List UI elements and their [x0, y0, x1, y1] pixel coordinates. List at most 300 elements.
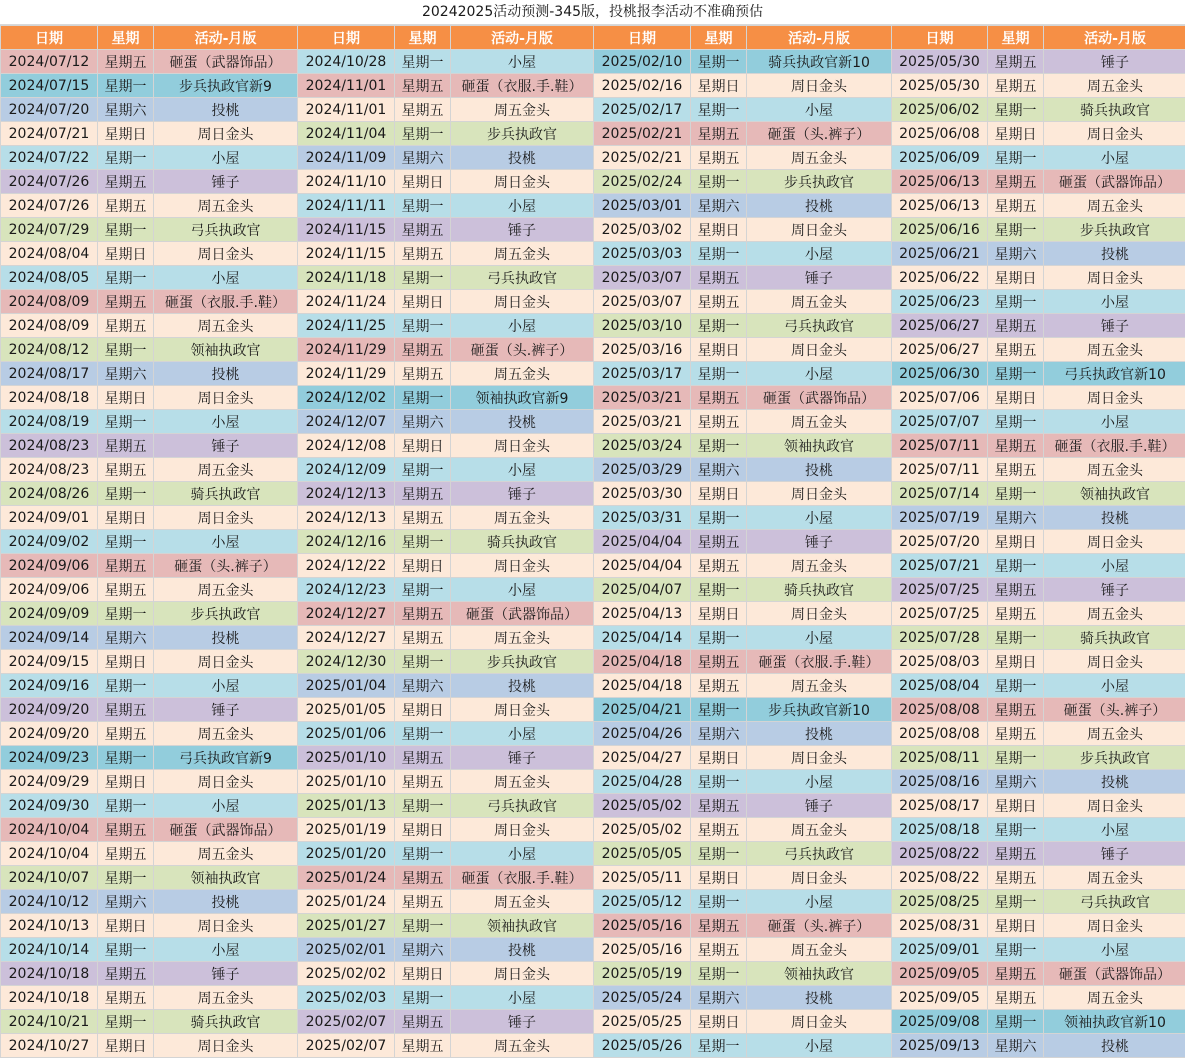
table-row: [1, 194, 1185, 218]
weekday-cell: 星期一: [691, 962, 747, 986]
activity-cell: 周日金头: [1044, 794, 1185, 818]
date-cell: 2025/04/26: [594, 722, 691, 746]
activity-cell: 周五金头: [154, 986, 298, 1010]
date-cell: 2024/08/23: [1, 434, 98, 458]
table-row: [1, 506, 1185, 530]
date-cell: 2025/03/21: [594, 410, 691, 434]
activity-cell: 小屋: [451, 842, 594, 866]
weekday-cell: 星期一: [988, 362, 1044, 386]
table-row: [1, 746, 1185, 770]
weekday-cell: 星期五: [395, 746, 451, 770]
table-row: [1, 410, 1185, 434]
date-cell: 2025/08/08: [892, 698, 988, 722]
activity-cell: 小屋: [451, 194, 594, 218]
column-header: 星期: [691, 26, 747, 50]
date-cell: 2024/12/22: [298, 554, 395, 578]
weekday-cell: 星期一: [988, 218, 1044, 242]
date-cell: 2025/02/10: [594, 50, 691, 74]
activity-cell: 小屋: [1044, 410, 1185, 434]
date-cell: 2025/01/27: [298, 914, 395, 938]
date-cell: 2025/05/30: [892, 74, 988, 98]
activity-cell: 锤子: [1044, 842, 1185, 866]
weekday-cell: 星期五: [395, 626, 451, 650]
date-cell: 2025/01/20: [298, 842, 395, 866]
activity-cell: 小屋: [1044, 146, 1185, 170]
activity-cell: 小屋: [451, 578, 594, 602]
date-cell: 2024/10/27: [1, 1034, 98, 1058]
activity-cell: 周日金头: [154, 122, 298, 146]
activity-cell: 周五金头: [451, 1034, 594, 1058]
date-cell: 2025/06/13: [892, 194, 988, 218]
date-cell: 2024/11/04: [298, 122, 395, 146]
weekday-cell: 星期五: [691, 290, 747, 314]
activity-cell: 砸蛋（头.裤子）: [747, 914, 892, 938]
table-row: [1, 434, 1185, 458]
weekday-cell: 星期一: [98, 1010, 154, 1034]
date-cell: 2024/09/06: [1, 578, 98, 602]
date-cell: 2025/03/07: [594, 290, 691, 314]
weekday-cell: 星期日: [988, 266, 1044, 290]
weekday-cell: 星期日: [98, 122, 154, 146]
date-cell: 2025/04/27: [594, 746, 691, 770]
date-cell: 2024/07/12: [1, 50, 98, 74]
weekday-cell: 星期一: [691, 578, 747, 602]
date-cell: 2025/09/13: [892, 1034, 988, 1058]
table-row: [1, 530, 1185, 554]
activity-cell: 周日金头: [747, 746, 892, 770]
date-cell: 2024/11/15: [298, 218, 395, 242]
date-cell: 2024/10/12: [1, 890, 98, 914]
weekday-cell: 星期一: [988, 818, 1044, 842]
weekday-cell: 星期一: [395, 386, 451, 410]
date-cell: 2025/04/04: [594, 554, 691, 578]
activity-cell: 砸蛋（头.裤子）: [154, 554, 298, 578]
activity-cell: 小屋: [154, 938, 298, 962]
table-row: [1, 170, 1185, 194]
weekday-cell: 星期一: [98, 602, 154, 626]
weekday-cell: 星期日: [691, 218, 747, 242]
activity-cell: 锤子: [154, 698, 298, 722]
date-cell: 2024/12/30: [298, 650, 395, 674]
date-cell: 2024/10/18: [1, 986, 98, 1010]
date-cell: 2024/12/09: [298, 458, 395, 482]
date-cell: 2025/05/02: [594, 794, 691, 818]
activity-cell: 骑兵执政官: [1044, 98, 1185, 122]
date-cell: 2025/05/19: [594, 962, 691, 986]
weekday-cell: 星期五: [988, 338, 1044, 362]
table-row: [1, 314, 1185, 338]
activity-cell: 投桃: [451, 146, 594, 170]
activity-cell: 小屋: [1044, 290, 1185, 314]
activity-cell: 周五金头: [451, 362, 594, 386]
weekday-cell: 星期日: [98, 1034, 154, 1058]
weekday-cell: 星期五: [691, 554, 747, 578]
date-cell: 2024/11/24: [298, 290, 395, 314]
weekday-cell: 星期日: [98, 386, 154, 410]
weekday-cell: 星期一: [395, 266, 451, 290]
activity-cell: 小屋: [747, 1034, 892, 1058]
activity-cell: 周五金头: [154, 842, 298, 866]
weekday-cell: 星期五: [395, 506, 451, 530]
activity-cell: 领袖执政官: [154, 866, 298, 890]
weekday-cell: 星期日: [691, 1010, 747, 1034]
activity-cell: 弓兵执政官: [747, 314, 892, 338]
activity-cell: 弓兵执政官: [747, 842, 892, 866]
activity-cell: 投桃: [1044, 1034, 1185, 1058]
activity-cell: 投桃: [154, 98, 298, 122]
date-cell: 2025/08/17: [892, 794, 988, 818]
date-cell: 2025/09/05: [892, 962, 988, 986]
activity-cell: 砸蛋（头.裤子）: [451, 338, 594, 362]
weekday-cell: 星期五: [395, 1034, 451, 1058]
activity-cell: 周日金头: [154, 650, 298, 674]
weekday-cell: 星期六: [691, 458, 747, 482]
date-cell: 2025/08/31: [892, 914, 988, 938]
activity-cell: 弓兵执政官新10: [1044, 362, 1185, 386]
date-cell: 2024/11/01: [298, 74, 395, 98]
weekday-cell: 星期一: [691, 434, 747, 458]
date-cell: 2025/09/01: [892, 938, 988, 962]
table-row: [1, 266, 1185, 290]
date-cell: 2025/02/21: [594, 146, 691, 170]
date-cell: 2025/03/16: [594, 338, 691, 362]
activity-cell: 步兵执政官: [747, 170, 892, 194]
date-cell: 2024/10/21: [1, 1010, 98, 1034]
date-cell: 2025/08/25: [892, 890, 988, 914]
date-cell: 2024/10/18: [1, 962, 98, 986]
activity-cell: 弓兵执政官: [451, 794, 594, 818]
weekday-cell: 星期五: [98, 722, 154, 746]
date-cell: 2025/08/22: [892, 842, 988, 866]
table-row: [1, 1010, 1185, 1034]
date-cell: 2024/09/15: [1, 650, 98, 674]
weekday-cell: 星期一: [98, 746, 154, 770]
weekday-cell: 星期五: [395, 890, 451, 914]
column-header: 日期: [298, 26, 395, 50]
weekday-cell: 星期一: [98, 530, 154, 554]
weekday-cell: 星期日: [691, 74, 747, 98]
date-cell: 2025/03/07: [594, 266, 691, 290]
table-row: [1, 890, 1185, 914]
activity-cell: 周日金头: [154, 242, 298, 266]
activity-cell: 周五金头: [451, 242, 594, 266]
activity-cell: 锤子: [451, 1010, 594, 1034]
weekday-cell: 星期五: [98, 578, 154, 602]
weekday-cell: 星期一: [988, 146, 1044, 170]
weekday-cell: 星期日: [98, 914, 154, 938]
activity-cell: 锤子: [747, 794, 892, 818]
date-cell: 2024/09/29: [1, 770, 98, 794]
date-cell: 2025/03/10: [594, 314, 691, 338]
date-cell: 2024/09/14: [1, 626, 98, 650]
activity-cell: 砸蛋（头.裤子）: [747, 122, 892, 146]
date-cell: 2025/05/26: [594, 1034, 691, 1058]
date-cell: 2024/09/23: [1, 746, 98, 770]
date-cell: 2025/08/16: [892, 770, 988, 794]
activity-cell: 领袖执政官: [451, 914, 594, 938]
activity-cell: 投桃: [451, 674, 594, 698]
table-row: [1, 338, 1185, 362]
activity-cell: 周日金头: [451, 290, 594, 314]
date-cell: 2025/03/21: [594, 386, 691, 410]
date-cell: 2025/07/11: [892, 458, 988, 482]
weekday-cell: 星期一: [98, 410, 154, 434]
date-cell: 2024/09/16: [1, 674, 98, 698]
date-cell: 2025/09/05: [892, 986, 988, 1010]
activity-cell: 砸蛋（武器饰品）: [154, 50, 298, 74]
weekday-cell: 星期日: [395, 818, 451, 842]
weekday-cell: 星期五: [395, 866, 451, 890]
activity-cell: 周五金头: [1044, 602, 1185, 626]
date-cell: 2025/04/28: [594, 770, 691, 794]
activity-cell: 周五金头: [747, 554, 892, 578]
weekday-cell: 星期一: [98, 218, 154, 242]
date-cell: 2025/05/11: [594, 866, 691, 890]
date-cell: 2024/10/28: [298, 50, 395, 74]
weekday-cell: 星期一: [691, 1034, 747, 1058]
activity-cell: 小屋: [154, 410, 298, 434]
weekday-cell: 星期日: [395, 170, 451, 194]
weekday-cell: 星期五: [691, 530, 747, 554]
activity-cell: 小屋: [747, 362, 892, 386]
activity-cell: 周日金头: [747, 218, 892, 242]
activity-cell: 周日金头: [451, 698, 594, 722]
activity-cell: 周日金头: [1044, 386, 1185, 410]
date-cell: 2025/01/06: [298, 722, 395, 746]
activity-cell: 砸蛋（武器饰品）: [154, 818, 298, 842]
weekday-cell: 星期五: [98, 50, 154, 74]
table-row: [1, 770, 1185, 794]
weekday-cell: 星期五: [98, 962, 154, 986]
weekday-cell: 星期一: [691, 506, 747, 530]
table-row: [1, 674, 1185, 698]
weekday-cell: 星期一: [691, 842, 747, 866]
date-cell: 2025/08/11: [892, 746, 988, 770]
table-row: [1, 218, 1185, 242]
weekday-cell: 星期五: [395, 242, 451, 266]
activity-cell: 小屋: [747, 626, 892, 650]
weekday-cell: 星期五: [395, 98, 451, 122]
activity-cell: 砸蛋（武器饰品）: [451, 602, 594, 626]
activity-cell: 小屋: [451, 314, 594, 338]
activity-cell: 投桃: [154, 626, 298, 650]
date-cell: 2024/09/20: [1, 698, 98, 722]
activity-cell: 投桃: [747, 458, 892, 482]
activity-cell: 周五金头: [451, 890, 594, 914]
weekday-cell: 星期六: [691, 986, 747, 1010]
date-cell: 2024/08/17: [1, 362, 98, 386]
activity-cell: 周五金头: [1044, 866, 1185, 890]
date-cell: 2024/11/29: [298, 362, 395, 386]
weekday-cell: 星期一: [98, 938, 154, 962]
table-row: [1, 482, 1185, 506]
activity-cell: 弓兵执政官: [154, 218, 298, 242]
activity-cell: 骑兵执政官: [154, 1010, 298, 1034]
activity-cell: 步兵执政官新10: [747, 698, 892, 722]
table-row: [1, 698, 1185, 722]
weekday-cell: 星期五: [988, 170, 1044, 194]
weekday-cell: 星期六: [395, 146, 451, 170]
date-cell: 2025/06/16: [892, 218, 988, 242]
activity-cell: 锤子: [451, 746, 594, 770]
date-cell: 2024/12/27: [298, 602, 395, 626]
weekday-cell: 星期五: [691, 146, 747, 170]
date-cell: 2025/01/10: [298, 746, 395, 770]
weekday-cell: 星期一: [988, 938, 1044, 962]
activity-cell: 投桃: [1044, 770, 1185, 794]
date-cell: 2025/07/21: [892, 554, 988, 578]
date-cell: 2025/05/16: [594, 914, 691, 938]
date-cell: 2025/06/27: [892, 338, 988, 362]
date-cell: 2024/10/04: [1, 818, 98, 842]
column-header: 活动-月版: [451, 26, 594, 50]
date-cell: 2024/09/30: [1, 794, 98, 818]
activity-cell: 小屋: [154, 674, 298, 698]
activity-cell: 锤子: [154, 434, 298, 458]
weekday-cell: 星期日: [988, 794, 1044, 818]
date-cell: 2025/04/14: [594, 626, 691, 650]
date-cell: 2024/09/20: [1, 722, 98, 746]
table-row: [1, 818, 1185, 842]
activity-cell: 骑兵执政官: [747, 578, 892, 602]
weekday-cell: 星期五: [691, 122, 747, 146]
weekday-cell: 星期五: [691, 818, 747, 842]
column-header: 活动-月版: [1044, 26, 1185, 50]
weekday-cell: 星期五: [988, 698, 1044, 722]
activity-cell: 周五金头: [747, 290, 892, 314]
date-cell: 2025/01/10: [298, 770, 395, 794]
date-cell: 2025/06/22: [892, 266, 988, 290]
date-cell: 2025/05/16: [594, 938, 691, 962]
date-cell: 2025/06/08: [892, 122, 988, 146]
activity-cell: 周五金头: [154, 194, 298, 218]
activity-cell: 步兵执政官: [451, 650, 594, 674]
table-row: [1, 962, 1185, 986]
weekday-cell: 星期五: [691, 674, 747, 698]
date-cell: 2024/11/10: [298, 170, 395, 194]
weekday-cell: 星期一: [691, 314, 747, 338]
activity-cell: 锤子: [154, 170, 298, 194]
weekday-cell: 星期五: [691, 266, 747, 290]
activity-cell: 小屋: [1044, 818, 1185, 842]
date-cell: 2025/01/19: [298, 818, 395, 842]
activity-cell: 投桃: [1044, 242, 1185, 266]
date-cell: 2025/07/28: [892, 626, 988, 650]
activity-cell: 小屋: [747, 242, 892, 266]
table-row: [1, 626, 1185, 650]
weekday-cell: 星期一: [691, 50, 747, 74]
schedule-table: [0, 25, 1185, 1058]
activity-cell: 砸蛋（衣服.手.鞋）: [451, 74, 594, 98]
date-cell: 2025/06/30: [892, 362, 988, 386]
weekday-cell: 星期一: [691, 626, 747, 650]
date-cell: 2025/08/04: [892, 674, 988, 698]
weekday-cell: 星期日: [395, 962, 451, 986]
date-cell: 2025/01/24: [298, 890, 395, 914]
activity-cell: 砸蛋（衣服.手.鞋）: [154, 290, 298, 314]
activity-cell: 周五金头: [1044, 194, 1185, 218]
column-header: 活动-月版: [747, 26, 892, 50]
date-cell: 2024/10/14: [1, 938, 98, 962]
column-header: 星期: [988, 26, 1044, 50]
weekday-cell: 星期五: [691, 938, 747, 962]
weekday-cell: 星期五: [98, 818, 154, 842]
weekday-cell: 星期一: [691, 170, 747, 194]
date-cell: 2025/09/08: [892, 1010, 988, 1034]
activity-cell: 周日金头: [1044, 650, 1185, 674]
date-cell: 2024/07/29: [1, 218, 98, 242]
activity-cell: 周五金头: [154, 722, 298, 746]
date-cell: 2024/07/26: [1, 194, 98, 218]
activity-cell: 小屋: [451, 458, 594, 482]
table-row: [1, 578, 1185, 602]
weekday-cell: 星期一: [691, 770, 747, 794]
weekday-cell: 星期五: [691, 410, 747, 434]
table-row: [1, 74, 1185, 98]
date-cell: 2025/03/17: [594, 362, 691, 386]
activity-cell: 周日金头: [747, 74, 892, 98]
activity-cell: 砸蛋（武器饰品）: [747, 386, 892, 410]
activity-cell: 周五金头: [747, 938, 892, 962]
date-cell: 2025/08/03: [892, 650, 988, 674]
date-cell: 2025/07/07: [892, 410, 988, 434]
date-cell: 2025/02/24: [594, 170, 691, 194]
date-cell: 2024/12/16: [298, 530, 395, 554]
activity-cell: 锤子: [747, 530, 892, 554]
activity-cell: 周五金头: [747, 410, 892, 434]
weekday-cell: 星期五: [988, 986, 1044, 1010]
weekday-cell: 星期五: [988, 50, 1044, 74]
activity-cell: 周五金头: [1044, 986, 1185, 1010]
table-row: [1, 122, 1185, 146]
date-cell: 2024/12/23: [298, 578, 395, 602]
activity-cell: 领袖执政官新10: [1044, 1010, 1185, 1034]
activity-cell: 小屋: [154, 146, 298, 170]
weekday-cell: 星期五: [395, 482, 451, 506]
activity-cell: 骑兵执政官: [154, 482, 298, 506]
date-cell: 2025/04/18: [594, 650, 691, 674]
date-cell: 2025/06/02: [892, 98, 988, 122]
activity-cell: 锤子: [747, 266, 892, 290]
column-header: 星期: [395, 26, 451, 50]
weekday-cell: 星期日: [988, 650, 1044, 674]
date-cell: 2025/02/17: [594, 98, 691, 122]
activity-cell: 弓兵执政官新9: [154, 746, 298, 770]
activity-cell: 小屋: [747, 506, 892, 530]
date-cell: 2024/07/20: [1, 98, 98, 122]
weekday-cell: 星期六: [691, 722, 747, 746]
weekday-cell: 星期一: [98, 794, 154, 818]
activity-cell: 投桃: [747, 986, 892, 1010]
activity-cell: 周五金头: [154, 314, 298, 338]
weekday-cell: 星期一: [988, 98, 1044, 122]
weekday-cell: 星期五: [395, 74, 451, 98]
weekday-cell: 星期五: [395, 338, 451, 362]
weekday-cell: 星期五: [691, 650, 747, 674]
date-cell: 2024/11/18: [298, 266, 395, 290]
activity-cell: 骑兵执政官: [1044, 626, 1185, 650]
activity-cell: 周日金头: [747, 602, 892, 626]
date-cell: 2024/12/13: [298, 506, 395, 530]
weekday-cell: 星期五: [98, 170, 154, 194]
weekday-cell: 星期五: [988, 434, 1044, 458]
weekday-cell: 星期日: [988, 530, 1044, 554]
weekday-cell: 星期日: [691, 866, 747, 890]
activity-cell: 砸蛋（衣服.手.鞋）: [451, 866, 594, 890]
activity-cell: 步兵执政官: [451, 122, 594, 146]
activity-cell: 周五金头: [747, 146, 892, 170]
weekday-cell: 星期日: [98, 506, 154, 530]
